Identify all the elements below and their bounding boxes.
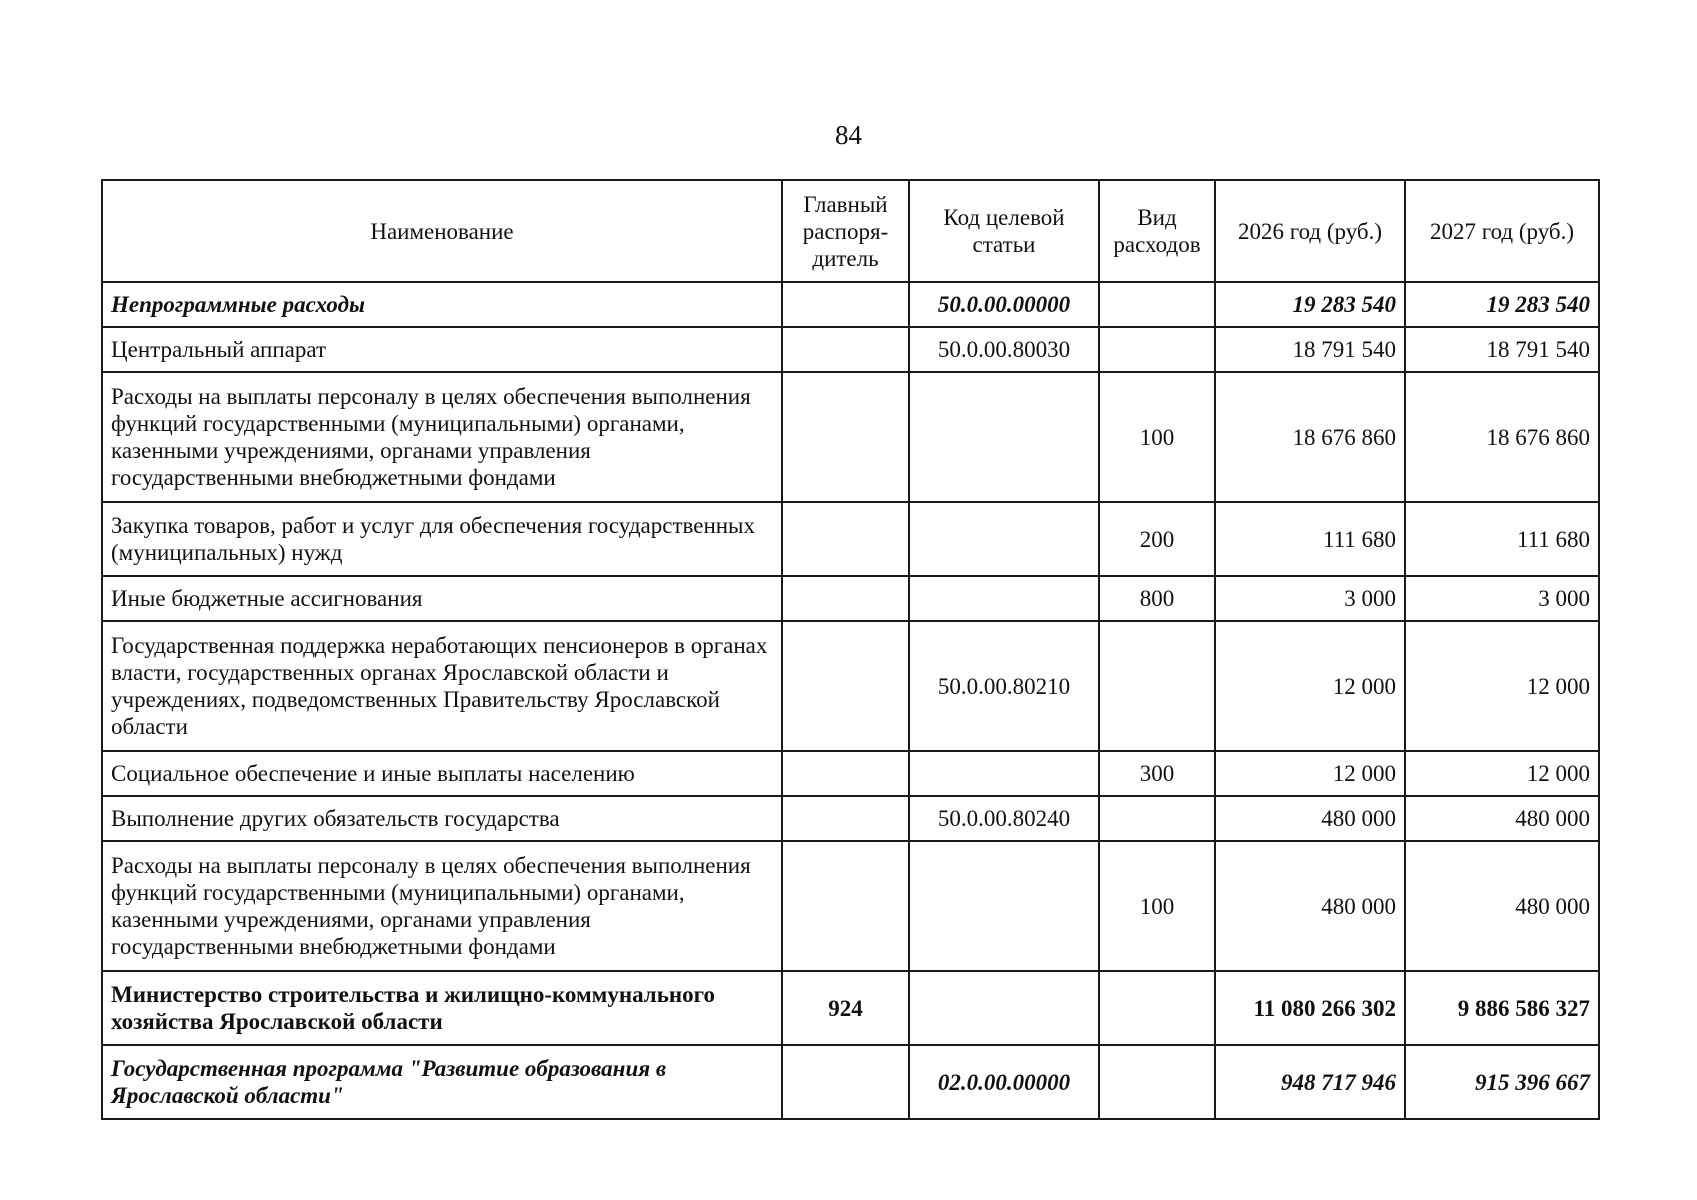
row-kind: 100 <box>1099 372 1215 502</box>
table-row <box>102 327 1599 372</box>
row-2027: 915 396 667 <box>1405 1045 1599 1119</box>
header-kind: Вид расходов <box>1099 180 1215 282</box>
row-name: Социальное обеспечение и иные выплаты населению <box>102 751 782 796</box>
table-row <box>102 502 1599 576</box>
row-code <box>909 576 1099 621</box>
row-admin <box>782 327 909 372</box>
row-code: 50.0.00.00000 <box>909 282 1099 327</box>
table-row <box>102 971 1599 1045</box>
row-admin <box>782 796 909 841</box>
row-code <box>909 971 1099 1045</box>
row-kind <box>1099 1045 1215 1119</box>
table-row <box>102 1045 1599 1119</box>
row-code <box>909 751 1099 796</box>
row-code: 50.0.00.80210 <box>909 621 1099 751</box>
row-2027: 111 680 <box>1405 502 1599 576</box>
row-kind: 200 <box>1099 502 1215 576</box>
budget-table <box>101 179 1600 1120</box>
row-kind <box>1099 621 1215 751</box>
row-admin <box>782 282 909 327</box>
row-2026: 18 791 540 <box>1215 327 1405 372</box>
table-row <box>102 796 1599 841</box>
table-row <box>102 576 1599 621</box>
row-kind: 100 <box>1099 841 1215 971</box>
row-2026: 18 676 860 <box>1215 372 1405 502</box>
table-row <box>102 282 1599 327</box>
row-name: Центральный аппарат <box>102 327 782 372</box>
row-kind <box>1099 971 1215 1045</box>
row-name: Непрограммные расходы <box>102 282 782 327</box>
row-2027: 3 000 <box>1405 576 1599 621</box>
row-2026: 12 000 <box>1215 751 1405 796</box>
row-code: 02.0.00.00000 <box>909 1045 1099 1119</box>
row-code <box>909 372 1099 502</box>
row-code: 50.0.00.80030 <box>909 327 1099 372</box>
row-code: 50.0.00.80240 <box>909 796 1099 841</box>
row-2027: 12 000 <box>1405 621 1599 751</box>
row-name: Иные бюджетные ассигнования <box>102 576 782 621</box>
row-admin <box>782 576 909 621</box>
row-kind <box>1099 282 1215 327</box>
table-row <box>102 372 1599 502</box>
row-admin <box>782 621 909 751</box>
row-admin <box>782 841 909 971</box>
row-code <box>909 502 1099 576</box>
page-number: 84 <box>835 120 862 150</box>
row-admin: 924 <box>782 971 909 1045</box>
header-2026: 2026 год (руб.) <box>1215 180 1405 282</box>
row-kind: 300 <box>1099 751 1215 796</box>
row-kind <box>1099 796 1215 841</box>
row-code <box>909 841 1099 971</box>
row-name: Расходы на выплаты персоналу в целях обеспечения выполнения функций государственными (муниципальными) органами, казенными учреждениями, органами управления государственными внебюджетными фондами <box>102 372 782 502</box>
row-kind <box>1099 327 1215 372</box>
row-2026: 948 717 946 <box>1215 1045 1405 1119</box>
header-2027: 2027 год (руб.) <box>1405 180 1599 282</box>
row-2027: 12 000 <box>1405 751 1599 796</box>
row-2026: 480 000 <box>1215 841 1405 971</box>
header-name: Наименование <box>102 180 782 282</box>
row-name: Государственная программа "Развитие образования в Ярославской области" <box>102 1045 782 1119</box>
row-2027: 9 886 586 327 <box>1405 971 1599 1045</box>
row-2026: 3 000 <box>1215 576 1405 621</box>
row-2026: 111 680 <box>1215 502 1405 576</box>
row-2026: 11 080 266 302 <box>1215 971 1405 1045</box>
table-row <box>102 621 1599 751</box>
row-admin <box>782 1045 909 1119</box>
row-name: Расходы на выплаты персоналу в целях обеспечения выполнения функций государственными (муниципальными) органами, казенными учреждениями, органами управления государственными внебюджетными фондами <box>102 841 782 971</box>
row-2027: 18 676 860 <box>1405 372 1599 502</box>
row-admin <box>782 372 909 502</box>
row-name: Государственная поддержка неработающих пенсионеров в органах власти, государственных органах Ярославской области и учреждениях, подведомственных Правительству Ярославской области <box>102 621 782 751</box>
row-2026: 12 000 <box>1215 621 1405 751</box>
row-2027: 480 000 <box>1405 796 1599 841</box>
table-row <box>102 841 1599 971</box>
table-header-row <box>102 180 1599 282</box>
row-name: Министерство строительства и жилищно-коммунального хозяйства Ярославской области <box>102 971 782 1045</box>
header-code: Код целевой статьи <box>909 180 1099 282</box>
row-name: Закупка товаров, работ и услуг для обеспечения государственных (муниципальных) нужд <box>102 502 782 576</box>
table-row <box>102 751 1599 796</box>
row-admin <box>782 502 909 576</box>
row-kind: 800 <box>1099 576 1215 621</box>
header-admin: Главный распоря-дитель <box>782 180 909 282</box>
row-name: Выполнение других обязательств государства <box>102 796 782 841</box>
row-2026: 19 283 540 <box>1215 282 1405 327</box>
row-2027: 19 283 540 <box>1405 282 1599 327</box>
row-admin <box>782 751 909 796</box>
row-2027: 480 000 <box>1405 841 1599 971</box>
row-2027: 18 791 540 <box>1405 327 1599 372</box>
row-2026: 480 000 <box>1215 796 1405 841</box>
